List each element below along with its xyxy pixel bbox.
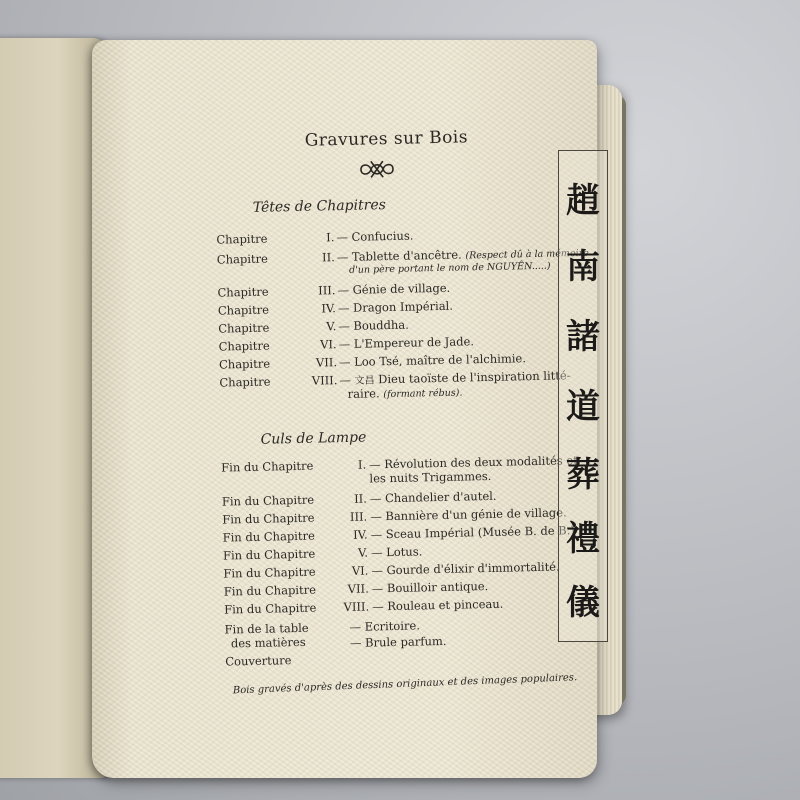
book-page xyxy=(92,40,597,778)
calligraphy-char: 禮 xyxy=(566,519,600,559)
page-footer-note: Bois gravés d'après des dessins originaux et des images populaires. xyxy=(232,672,578,697)
section-heading-culs: Culs de Lampe xyxy=(260,429,367,448)
section-heading-tetes: Têtes de Chapitres xyxy=(252,197,386,216)
calligraphy-char: 葬 xyxy=(566,455,600,495)
page-title: Gravures sur Bois xyxy=(304,127,469,151)
calligraphy-char: 道 xyxy=(566,387,600,427)
calligraphy-char: 趙 xyxy=(566,181,600,221)
endless-knot-ornament-icon xyxy=(357,157,397,182)
calligraphy-char: 儀 xyxy=(566,583,600,623)
calligraphy-char: 南 xyxy=(566,247,600,287)
page-content: Gravures sur Bois Têtes de Chapitres Chapitre I. — Confucius. Chapitre II. — Tablette d'ancêtre. (Respect dû à la mémoire d'un père portant le nom de NGUYÊN.....) Chapitre III. — Génie de village. Chapitre IV. — Dragon Impérial. Chapitre V. — Bouddha. Chapitre VI. — L'Empereur de Jade. Chapitre VII. — Loo Tsé, maître de l'alchimie. Chapitre VIII. — 文昌 Dieu taoïste de l'inspiration litté- raire. (formant rébus). Culs de Lampe Fin du Chapitre I. — Révolution des deux modalités et les nuits Trigammes. Fin du Chapitre II. — Chandelier d'autel. Fin du Chapitre III. — Bannière d'un génie de village. Fin du Chapitre IV. — Sceau Impérial (Musée B. de B.) Fin du Chapitre V. — Lotus. Fin du Chapitre VI. — Gourde d'élixir d'immortalité. Fin du Chapitre VII. — Bouilloir antique. Fin du Chapitre VIII. — Rouleau et pinceau. Fin de la table des matières — Ecritoire. — Brule parfum. Couverture Bois gravés d'après des dessins originaux et des images populaires. xyxy=(216,127,589,697)
calligraphy-column xyxy=(558,150,608,642)
wenchang-characters: 文昌 xyxy=(354,375,375,387)
calligraphy-char: 諸 xyxy=(566,317,600,357)
